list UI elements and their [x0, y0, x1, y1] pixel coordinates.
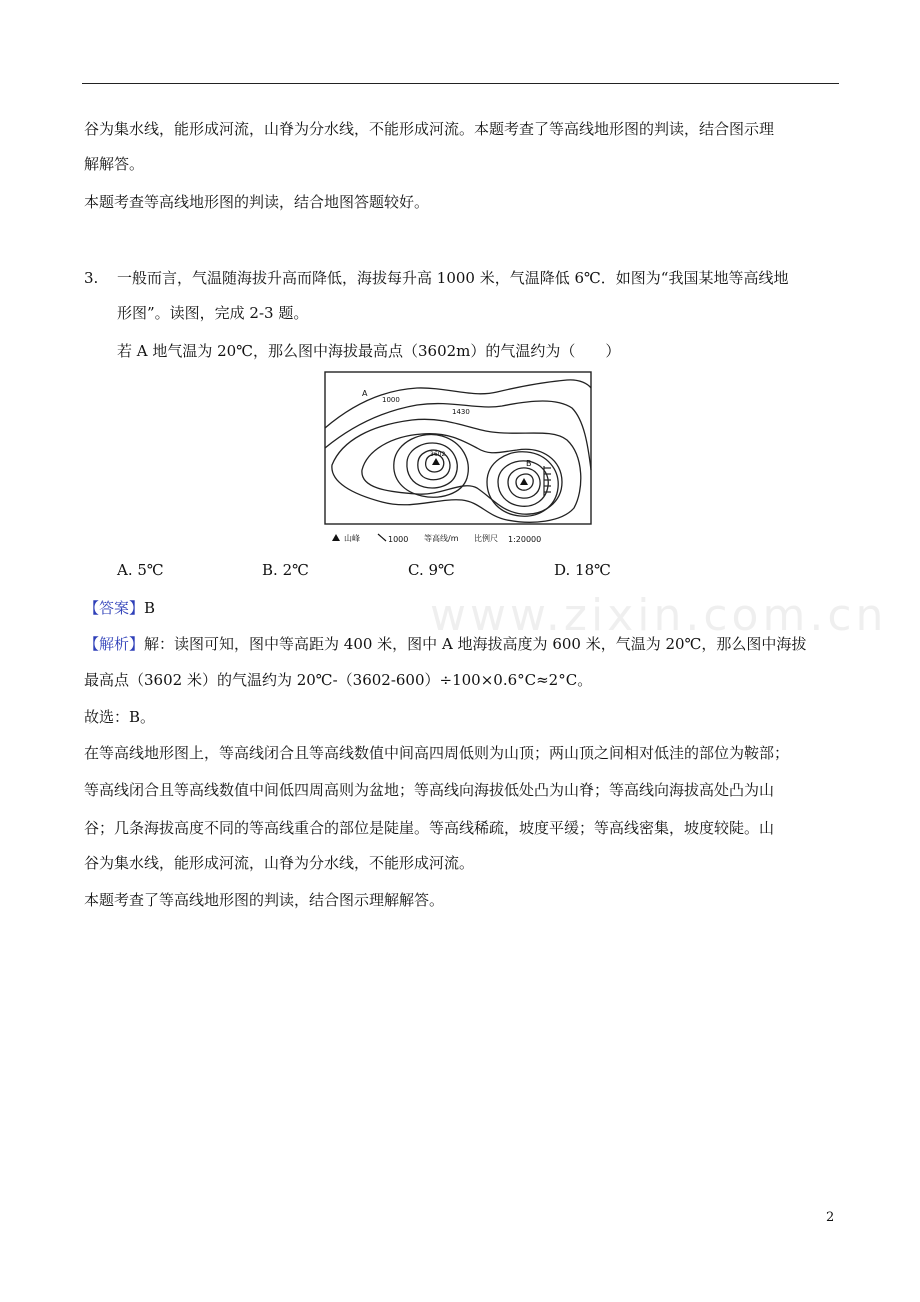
analysis-paragraph-5: 本题考查了等高线地形图的判读，结合图示理解解答。: [84, 891, 445, 909]
label-peak-value: 3602: [430, 451, 446, 458]
legend-scale-value: 1:20000: [508, 535, 542, 544]
legend-peak-icon: [332, 534, 340, 541]
option-a-text: 5℃: [137, 561, 164, 579]
peak-marker-right: [520, 478, 528, 485]
contour-map-figure: [322, 370, 594, 548]
question-number: 3.: [84, 269, 99, 287]
analysis-paragraph-4: 谷为集水线，能形成河流，山脊为分水线，不能形成河流。: [84, 854, 475, 872]
sub-question: 若 A 地气温为 20℃，那么图中海拔最高点（3602m）的气温约为（ ）: [117, 342, 621, 360]
question-stem-line-1: 一般而言，气温随海拔升高而降低，海拔每升高 1000 米，气温降低 6℃．如图为“我国某地等高线地: [117, 269, 789, 287]
analysis-line-1: [84, 634, 806, 654]
option-c: [408, 560, 455, 580]
label-point-a: A: [362, 389, 368, 398]
option-d-text: 18℃: [575, 561, 611, 579]
peak-marker-left: [432, 458, 440, 465]
analysis-tag: 【解析】: [84, 635, 145, 653]
legend-peak-label: 山峰: [344, 534, 360, 543]
answer-tag: 【答案】: [84, 599, 145, 617]
prev-text-line-2: 解解答。: [84, 155, 145, 173]
watermark: www.zixin.com.cn: [430, 590, 888, 641]
legend-contour-sample: 1000: [388, 535, 409, 544]
header-rule: [82, 83, 839, 84]
option-a: [117, 560, 164, 580]
answer-value: B: [144, 599, 156, 617]
analysis-choice: 故选：B。: [84, 708, 156, 726]
prev-text-line-1: 谷为集水线，能形成河流，山脊为分水线，不能形成河流。本题考查了等高线地形图的判读，结合图示理: [84, 120, 775, 138]
option-b-text: 2℃: [282, 561, 309, 579]
answer-line: [84, 598, 155, 618]
option-b: [262, 560, 309, 580]
option-d: [554, 560, 611, 580]
legend-contour-label: 等高线/m: [424, 534, 459, 543]
analysis-paragraph-2: 等高线闭合且等高线数值中间低四周高则为盆地；等高线向海拔低处凸为山脊；等高线向海拔高处凸为山: [84, 781, 775, 799]
page-number: 2: [826, 1210, 835, 1225]
label-contour-1430: 1430: [452, 408, 470, 416]
legend-scale-label: 比例尺: [474, 534, 498, 543]
label-point-b: B: [526, 459, 532, 468]
option-b-label: B.: [262, 561, 278, 579]
analysis-line-2: 最高点（3602 米）的气温约为 20℃-（3602-600）÷100×0.6°C≈2°C。: [84, 671, 593, 689]
question-stem-line-2: 形图”。读图，完成 2-3 题。: [117, 304, 309, 322]
analysis-paragraph-1: 在等高线地形图上，等高线闭合且等高线数值中间高四周低则为山顶；两山顶之间相对低洼的部位为鞍部；: [84, 744, 790, 762]
prev-text-line-3: 本题考查等高线地形图的判读，结合地图答题较好。: [84, 193, 430, 211]
option-c-label: C.: [408, 561, 424, 579]
option-a-label: A.: [117, 561, 133, 579]
contour-map: [322, 370, 594, 548]
analysis-text-1: 解：读图可知，图中等高距为 400 米，图中 A 地海拔高度为 600 米，气温为 20℃，那么图中海拔: [144, 635, 807, 653]
option-c-text: 9℃: [428, 561, 455, 579]
option-d-label: D.: [554, 561, 571, 579]
label-contour-1000: 1000: [382, 396, 400, 404]
analysis-paragraph-3: 谷；几条海拔高度不同的等高线重合的部位是陡崖。等高线稀疏，坡度平缓；等高线密集，坡度较陡。山: [84, 819, 775, 837]
